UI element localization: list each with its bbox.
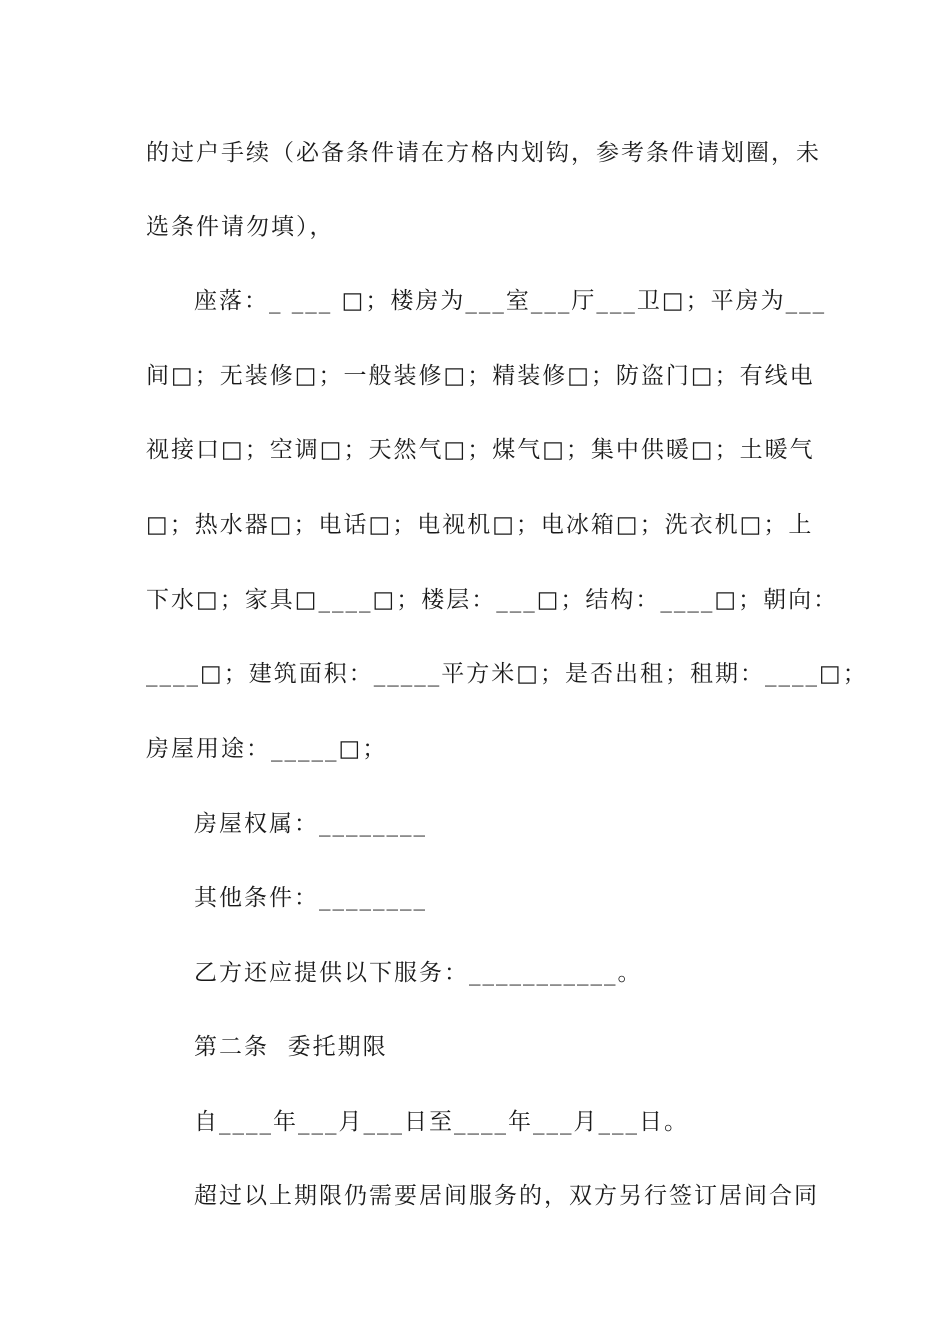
text-line-5: 视接口□；空调□；天然气□；煤气□；集中供暖□；土暖气 — [146, 437, 815, 463]
section-heading: 第二条 委托期限 — [194, 1034, 388, 1060]
text-line-15: 超过以上期限仍需要居间服务的，双方另行签订居间合同 — [194, 1183, 819, 1209]
text-line-9: 房屋用途：_____□； — [146, 736, 388, 762]
text-line-14: 自____年___月___日至____年___月___日。 — [194, 1109, 689, 1135]
text-line-12: 乙方还应提供以下服务：___________。 — [194, 960, 643, 986]
text-line-4: 间□；无装修□；一般装修□；精装修□；防盗门□；有线电 — [146, 363, 815, 389]
text-line-11: 其他条件：________ — [194, 885, 427, 911]
text-line-2: 选条件请勿填）， — [146, 214, 335, 240]
text-line-10: 房屋权属：________ — [194, 811, 427, 837]
text-line-8: ____□；建筑面积：_____平方米□；是否出租；租期：____□； — [146, 661, 868, 687]
text-line-3: 座落：_ ___ □；楼房为___室___厅___卫□；平房为___ — [194, 288, 827, 314]
text-line-7: 下水□；家具□____□；楼层：___□；结构：____□；朝向： — [146, 587, 839, 613]
text-line-6: □；热水器□；电话□；电视机□；电冰箱□；洗衣机□；上 — [146, 512, 814, 538]
text-line-1: 的过户手续（必备条件请在方格内划钩，参考条件请划圈，未 — [146, 140, 821, 166]
